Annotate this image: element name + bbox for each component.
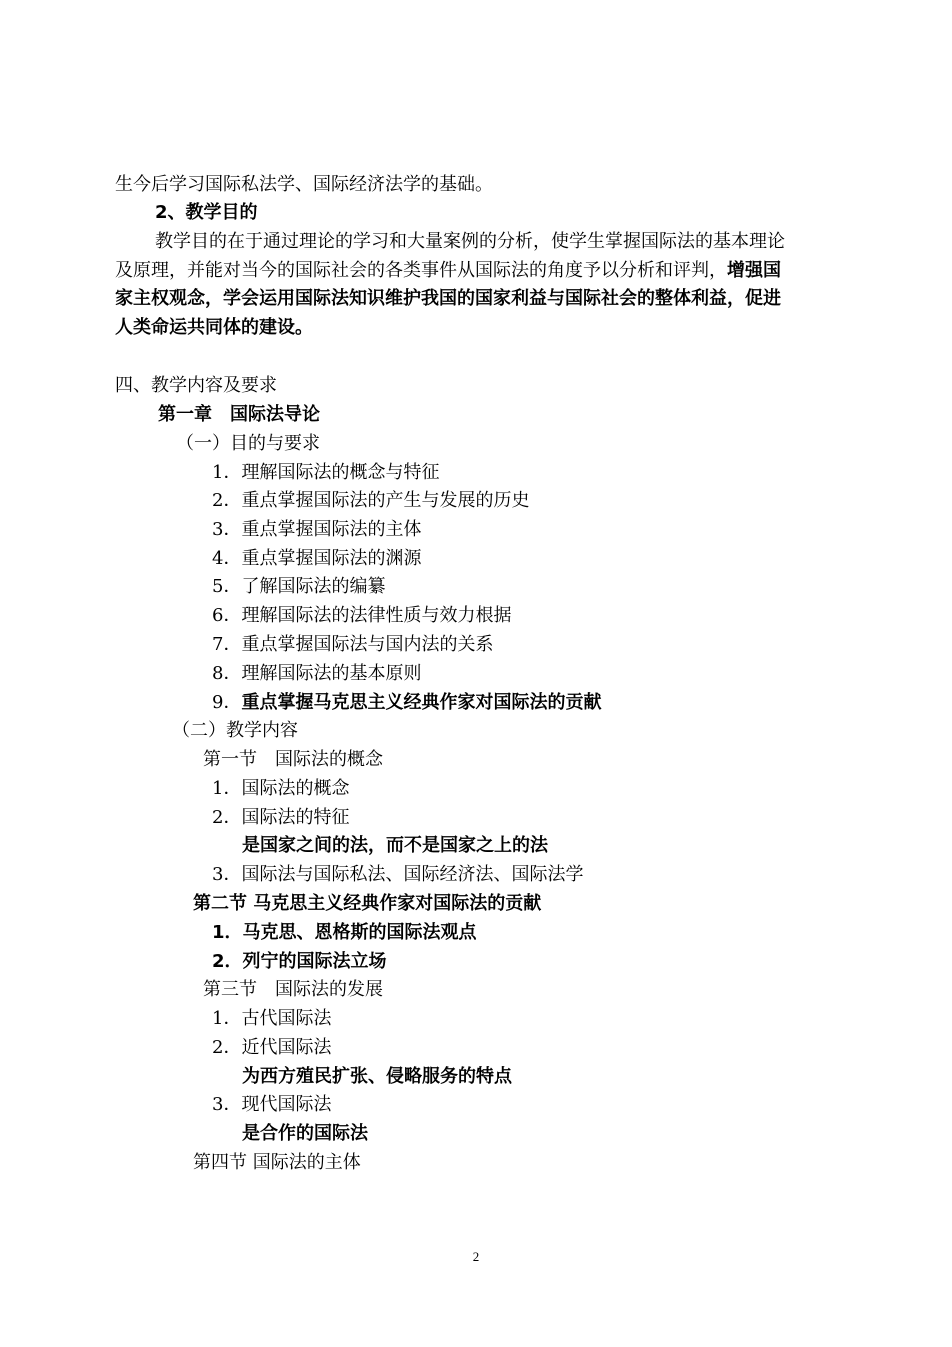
- goal-item-1: 1．理解国际法的概念与特征: [212, 462, 440, 483]
- goal-item-9-number: 9．: [212, 692, 242, 713]
- goal-heading: 2、教学目的: [155, 202, 258, 223]
- goal-line-2-normal: 及原理，并能对当今的国际社会的各类事件从国际法的角度予以分析和评判，: [115, 260, 727, 281]
- section-3-item-2: 2．近代国际法: [212, 1037, 332, 1058]
- section-3-note-2: 为西方殖民扩张、侵略服务的特点: [242, 1066, 512, 1087]
- section-2-title: 第二节 马克思主义经典作家对国际法的贡献: [193, 893, 542, 914]
- goal-item-2: 2．重点掌握国际法的产生与发展的历史: [212, 490, 530, 511]
- goal-item-9-text: 重点掌握马克思主义经典作家对国际法的贡献: [241, 692, 602, 713]
- chapter-1-title: 第一章 国际法导论: [158, 404, 320, 425]
- intro-tail-text: 生今后学习国际私法学、国际经济法学的基础。: [115, 174, 493, 195]
- goal-item-7: 7．重点掌握国际法与国内法的关系: [212, 634, 494, 655]
- page-number: 2: [472, 1249, 480, 1264]
- part-2-heading: （二）教学内容: [172, 720, 298, 741]
- section-3-item-1: 1．古代国际法: [212, 1008, 332, 1029]
- section-4-heading: 四、教学内容及要求: [115, 375, 277, 396]
- section-1-item-2: 2．国际法的特征: [212, 807, 350, 828]
- goal-line-2-bold: 增强国: [727, 260, 781, 281]
- section-2-item-1: 1．马克思、恩格斯的国际法观点: [212, 922, 477, 943]
- goal-paragraph-line-4: 人类命运共同体的建设。: [115, 317, 313, 338]
- part-1-heading: （一）目的与要求: [176, 433, 320, 454]
- section-3-item-3: 3．现代国际法: [212, 1094, 332, 1115]
- goal-paragraph-line-3: 家主权观念，学会运用国际法知识维护我国的国家利益与国际社会的整体利益，促进: [115, 288, 781, 309]
- goal-item-4: 4．重点掌握国际法的渊源: [212, 548, 422, 569]
- goal-item-6: 6．理解国际法的法律性质与效力根据: [212, 605, 512, 626]
- goal-paragraph-line-2: [115, 260, 781, 282]
- section-3-note-3: 是合作的国际法: [242, 1123, 368, 1144]
- section-4-title: 第四节 国际法的主体: [193, 1152, 361, 1173]
- section-1-title: 第一节 国际法的概念: [203, 749, 383, 770]
- goal-item-8: 8．理解国际法的基本原则: [212, 663, 422, 684]
- goal-item-9: [212, 692, 601, 714]
- goal-item-5: 5．了解国际法的编纂: [212, 576, 386, 597]
- goal-paragraph-line-1: 教学目的在于通过理论的学习和大量案例的分析，使学生掌握国际法的基本理论: [155, 231, 785, 252]
- section-1-note: 是国家之间的法，而不是国家之上的法: [242, 835, 548, 856]
- section-2-item-2: 2．列宁的国际法立场: [212, 951, 387, 972]
- section-3-title: 第三节 国际法的发展: [203, 979, 383, 1000]
- goal-item-3: 3．重点掌握国际法的主体: [212, 519, 422, 540]
- section-1-item-3: 3．国际法与国际私法、国际经济法、国际法学: [212, 864, 584, 885]
- section-1-item-1: 1．国际法的概念: [212, 778, 350, 799]
